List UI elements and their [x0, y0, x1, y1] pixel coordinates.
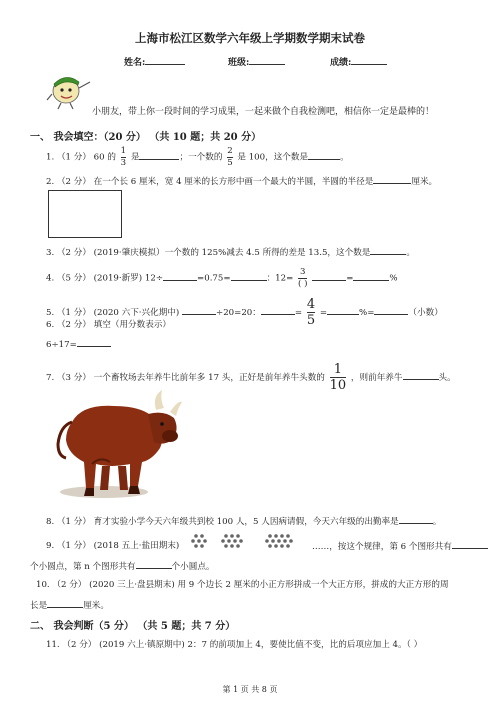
q10-line-2 [30, 598, 109, 611]
q5-blank-3[interactable] [327, 305, 359, 315]
q6-text: 填空（用分数表示） [93, 320, 172, 330]
score-label: 成绩: [330, 58, 352, 68]
question-4 [46, 268, 398, 288]
q4-blank-1[interactable] [163, 271, 197, 281]
q4-fraction: $\frac{3}{( )}$ [298, 267, 308, 289]
question-2 [46, 174, 437, 187]
q9-text-c: 个小圆点，第 n 个图形共有 [30, 562, 136, 572]
q8-text: 育才实验小学今天六年级共到校 100 人，5 人因病请假，今天六年级的出勤率是 [93, 517, 399, 527]
q1-text-b: 是 [130, 152, 140, 163]
q7-points: （3 分） [56, 373, 91, 383]
q1-text-c: ；一个数的 [179, 152, 223, 163]
q9-line-2 [30, 559, 215, 572]
q3-blank[interactable] [370, 245, 406, 255]
mascot-illustration [46, 70, 94, 110]
question-1 [46, 147, 349, 167]
q2-rectangle-figure [48, 190, 122, 238]
q9-blank-1[interactable] [452, 539, 488, 549]
q4-text-a: (2019·新罗) 12÷ [93, 273, 164, 284]
q5-text-e: %= [359, 308, 375, 318]
question-8 [46, 514, 441, 527]
q9-text-b: ，按这个规律，第 6 个图形共有 [329, 542, 452, 552]
q9-ellipsis: …… [312, 542, 330, 552]
q3-end: 。 [406, 248, 415, 258]
q7-text-c: 头。 [438, 373, 456, 383]
q1-points: （1 分） [56, 152, 91, 163]
q8-points: （1 分） [56, 517, 91, 527]
q6-points: （2 分） [56, 320, 91, 330]
q1-fraction-1: $\frac{1}{3}$ [120, 146, 127, 168]
q8-number: 8. [46, 517, 55, 527]
q7-blank[interactable] [403, 370, 439, 380]
q7-text-b: ，则前年养牛 [350, 373, 403, 383]
q7-fraction: $\frac{1}{10}$ [329, 362, 347, 393]
bull-illustration [52, 386, 184, 504]
q10-blank[interactable] [47, 598, 83, 608]
q4-blank-3[interactable] [312, 271, 346, 281]
q5-blank-1[interactable] [182, 305, 216, 315]
q6-subquestion [46, 337, 111, 350]
q2-text: 在一个长 6 厘米，宽 4 厘米的长方形中画一个最大的半圆，半圆的半径是 [93, 177, 374, 187]
q5-points: （1 分） [56, 308, 91, 318]
q10-points: （2 分） [52, 580, 87, 590]
question-3 [46, 245, 415, 258]
score-blank[interactable] [351, 55, 387, 65]
class-blank[interactable] [249, 55, 285, 65]
q5-number: 5. [46, 308, 55, 318]
intro-text: 小朋友，带上你一段时间的学习成果，一起来做个自我检测吧，相信你一定是最棒的！ [92, 107, 435, 117]
class-field [228, 55, 285, 68]
score-field [330, 55, 387, 68]
q2-end: 厘米。 [411, 177, 438, 187]
q5-text-b: ÷20=20： [216, 308, 261, 318]
q9-blank-2[interactable] [136, 559, 172, 569]
q3-text: (2019·肇庆模拟）一个数的 125%减去 4.5 所得的差是 13.5，这个数是 [93, 248, 371, 258]
q9-text-d: 个小圆点。 [171, 562, 215, 572]
question-6 [46, 318, 171, 330]
q4-blank-4[interactable] [353, 271, 389, 281]
class-label: 班级: [228, 58, 250, 68]
q4-blank-2[interactable] [231, 271, 267, 281]
q1-number: 1. [46, 152, 55, 163]
q11-number: 11. [46, 640, 60, 650]
q9-number: 9. [46, 541, 55, 551]
q5-text-c: = [294, 308, 303, 318]
q5-blank-2[interactable] [261, 305, 295, 315]
q4-text-b: =0.75= [197, 273, 231, 284]
q10-text-c: 厘米。 [83, 601, 109, 611]
q4-text-c: ：12= [266, 273, 294, 284]
q9-text-a: (2018 五上·盐田期末) [93, 541, 180, 551]
q8-blank[interactable] [399, 514, 433, 524]
q1-text-e: 。 [340, 152, 349, 163]
q1-text-d: 是 100，这个数是 [237, 152, 309, 163]
q6-sub-text: 6÷17= [46, 340, 77, 350]
section-1-title: 一、 我会填空：（20 分） （共 10 题；共 20 分） [30, 132, 262, 143]
q9-points: （1 分） [56, 541, 91, 551]
q2-points: （2 分） [56, 177, 91, 187]
page-title: 上海市松江区数学六年级上学期数学期末试卷 [135, 31, 365, 45]
q11-text: (2019 六上·镇原期中) 2：7 的前项加上 4，要使比值不变，比的后项应加上 4。（ ） [99, 640, 423, 650]
q4-text-e: % [389, 273, 398, 284]
q4-number: 4. [46, 273, 55, 284]
question-9 [46, 539, 179, 551]
section-2-title: 二、 我会判断（5 分） （共 5 题；共 7 分） [30, 621, 236, 632]
q7-text-a: 一个畜牧场去年养牛比前年多 17 头，正好是前年养牛头数的 [93, 373, 325, 383]
q5-blank-4[interactable] [374, 305, 408, 315]
q3-points: （2 分） [56, 248, 91, 258]
q1-blank-1[interactable] [139, 150, 179, 160]
q6-blank[interactable] [77, 337, 111, 347]
name-blank[interactable] [145, 55, 185, 65]
q10-number: 10. [36, 580, 50, 590]
q3-number: 3. [46, 248, 55, 258]
q2-number: 2. [46, 177, 55, 187]
q7-number: 7. [46, 373, 55, 383]
q1-text-a: 60 的 [93, 152, 116, 163]
q1-fraction-2: $\frac{2}{5}$ [227, 146, 233, 168]
q6-number: 6. [46, 320, 55, 330]
q9-continuation [312, 539, 488, 552]
q5-text-d: = [319, 308, 328, 318]
q4-points: （5 分） [56, 273, 91, 284]
q5-text-a: (2020 六下·兴化期中) [93, 308, 180, 318]
question-11 [46, 638, 422, 650]
question-10 [36, 578, 449, 590]
name-field [124, 55, 185, 68]
q5-text-f: （小数） [408, 308, 443, 318]
q1-blank-2[interactable] [308, 150, 340, 160]
q11-points: （2 分） [62, 640, 97, 650]
q2-blank[interactable] [373, 174, 411, 184]
q8-end: 。 [432, 517, 442, 527]
name-label: 姓名: [124, 58, 146, 68]
q9-dot-pattern [190, 532, 316, 552]
q5-fraction: $\frac{4}{5}$ [306, 297, 316, 328]
q10-text-b: 长是 [30, 601, 48, 611]
page-footer: 第 1 页 共 8 页 [222, 685, 278, 694]
q10-text: (2020 三上·盘县期末) 用 9 个边长 2 厘米的小正方形拼成一个大正方形，拼成的大正方形的周 [89, 580, 449, 590]
q4-text-d: = [346, 273, 354, 284]
